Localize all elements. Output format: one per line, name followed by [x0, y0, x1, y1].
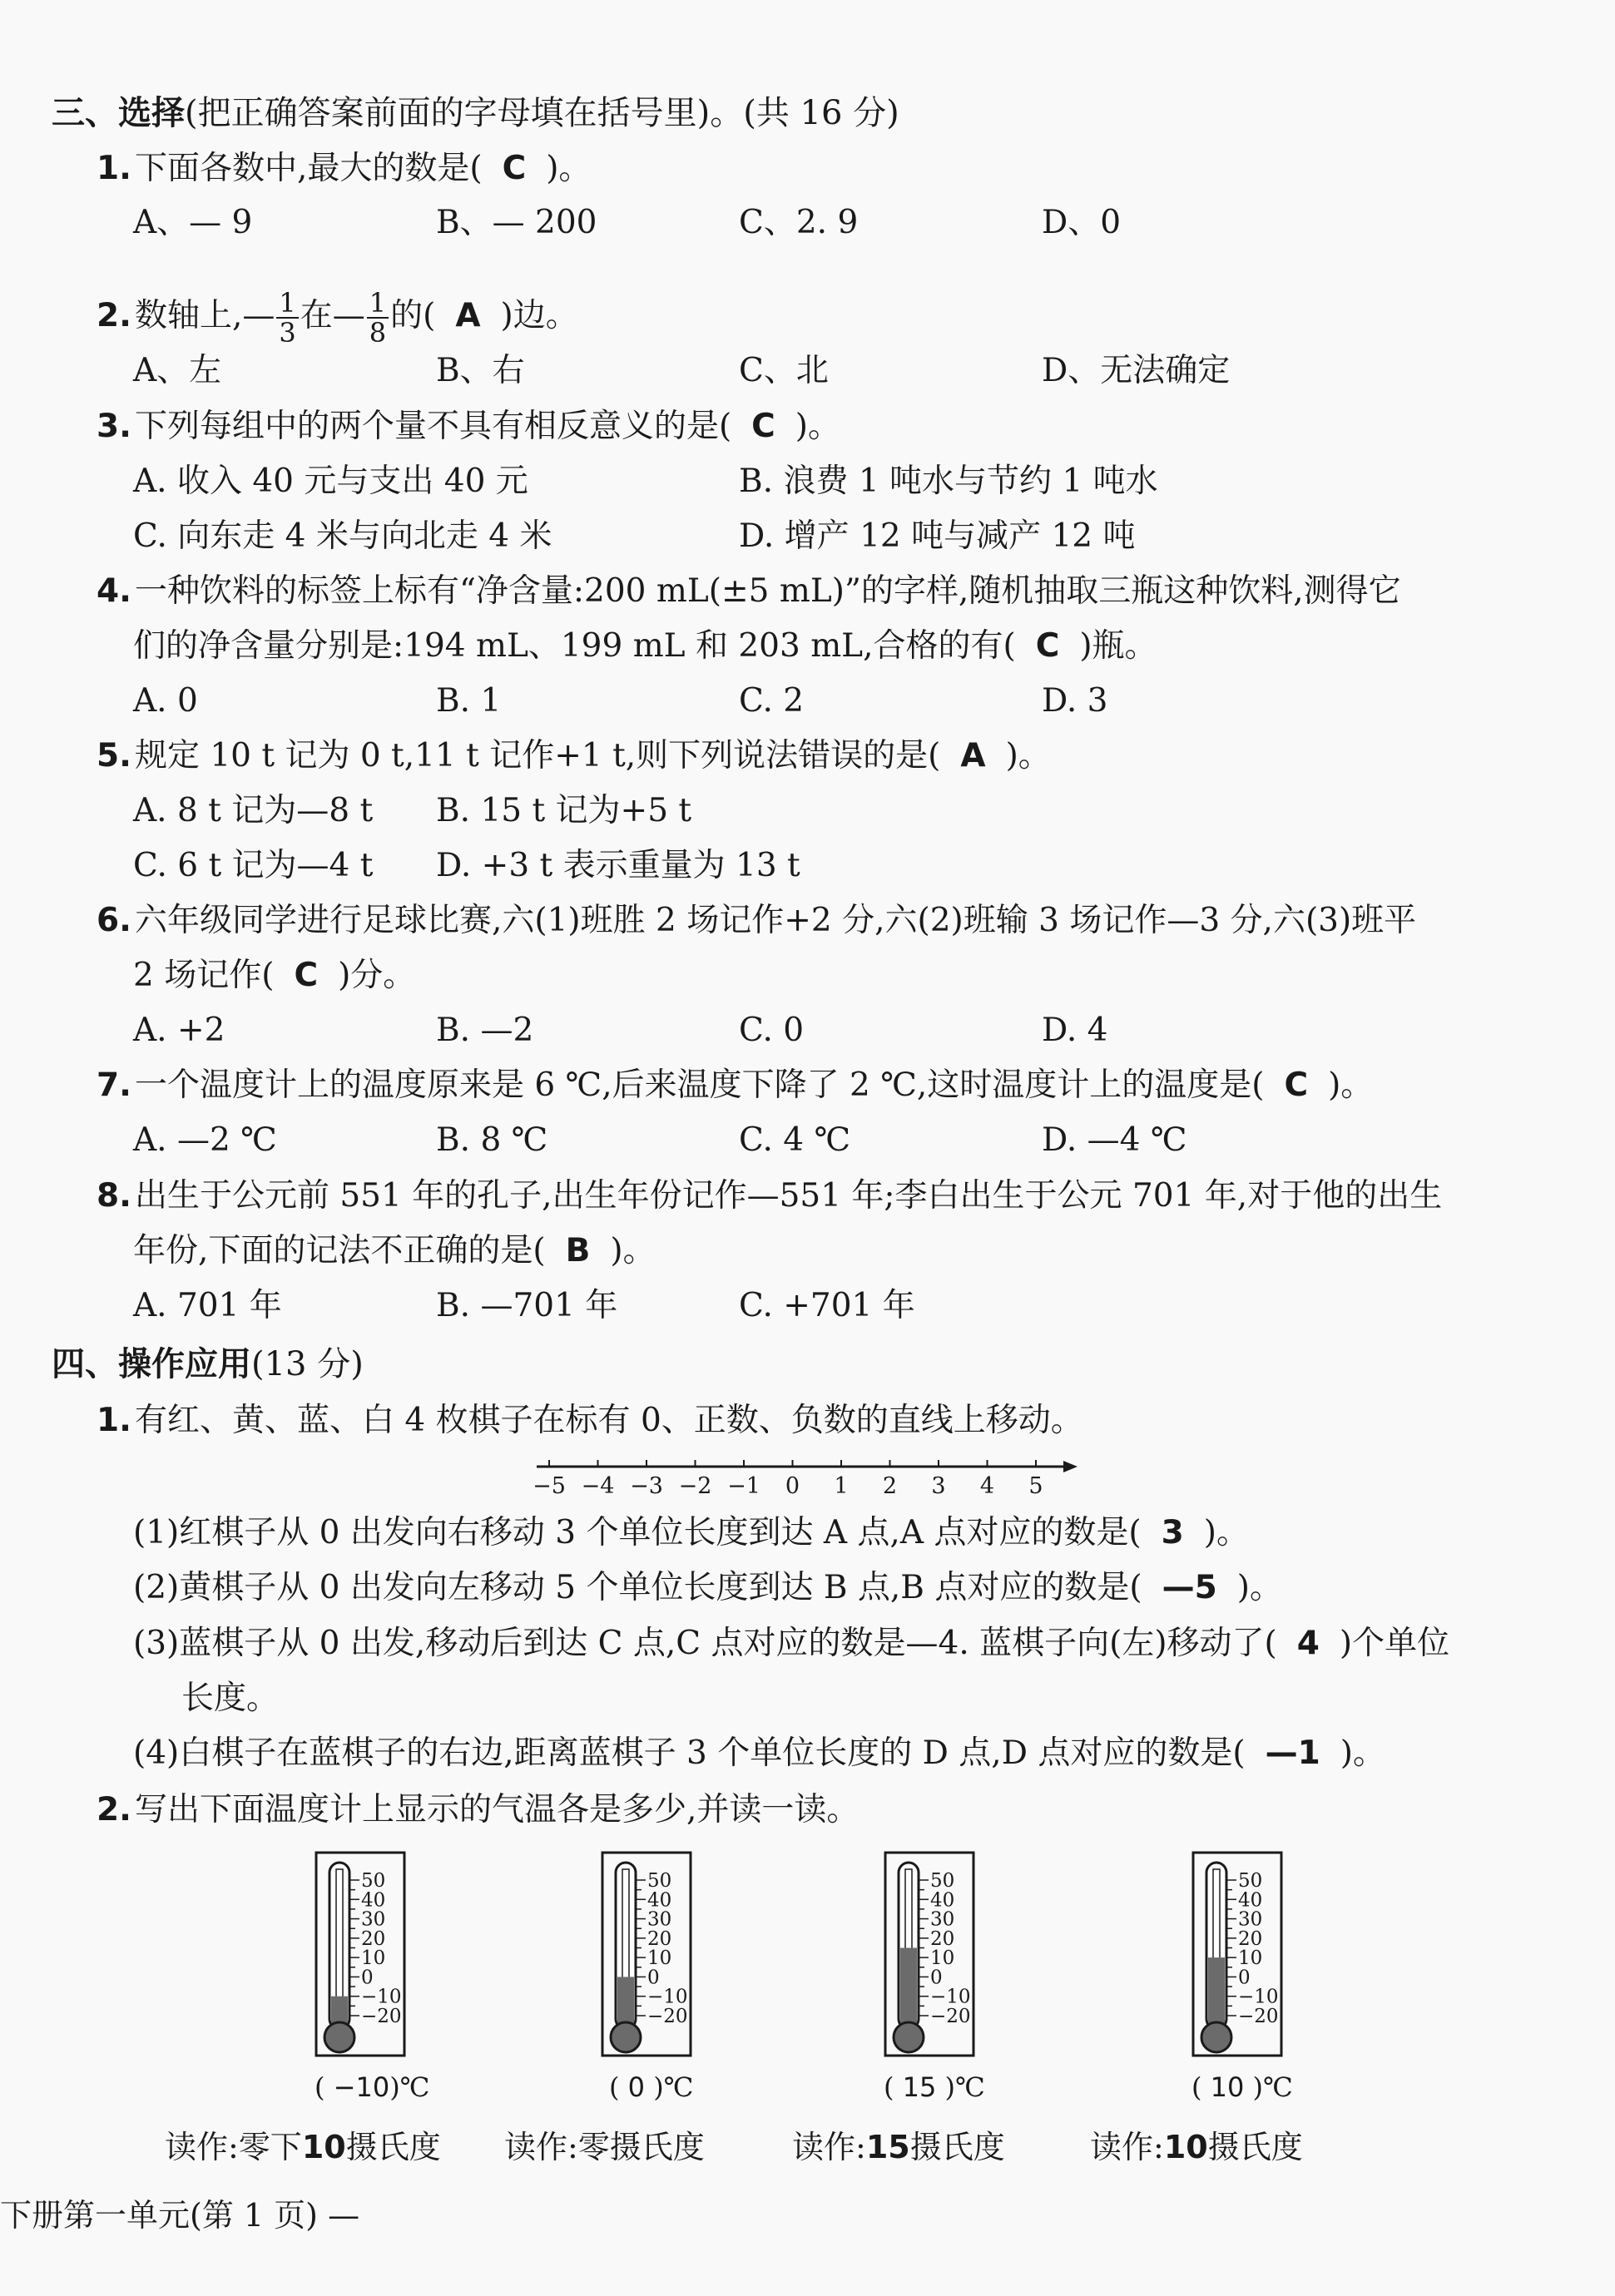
thermometer-scale-label: 20 [1238, 1927, 1263, 1950]
reading-post: 摄氏度 [1207, 2129, 1303, 2165]
op-sub-4-answer: —1 [1265, 1734, 1320, 1772]
op-sub-1-text: (1)红棋子从 0 出发向右移动 3 个单位长度到达 A 点,A 点对应的数是( [133, 1514, 1142, 1551]
thermometer-scale-label: 30 [647, 1908, 672, 1931]
thermometer-scale-label: 0 [647, 1967, 660, 1989]
number-line-label: 2 [882, 1473, 898, 1499]
question-2-post: 的( [390, 297, 436, 334]
unit: )℃ [389, 2071, 430, 2103]
q2-option-a: A、左 [133, 352, 222, 389]
question-7-tail: )。 [1328, 1066, 1374, 1104]
unit: )℃ [1252, 2071, 1293, 2103]
thermometer-scale-label: −20 [1238, 2006, 1279, 2027]
fraction-1-denominator: 3 [279, 317, 296, 349]
q5-option-b: B. 15 t 记为+5 t [436, 792, 692, 829]
q3-option-a: A. 收入 40 元与支出 40 元 [133, 463, 528, 500]
thermometer-scale-label: 40 [647, 1889, 672, 1912]
reading-post: 摄氏度 [345, 2129, 441, 2165]
thermometer-2-answer [609, 2071, 693, 2103]
question-3-tail: )。 [795, 408, 841, 445]
op-sub-1-tail: )。 [1203, 1514, 1249, 1551]
q3-option-b: B. 浪费 1 吨水与节约 1 吨水 [739, 463, 1158, 500]
op-sub-2 [133, 1565, 1282, 1611]
q6-option-d: D. 4 [1042, 1012, 1108, 1049]
q6-option-b: B. —2 [436, 1012, 534, 1049]
thermometer-3-reading [792, 2121, 1005, 2167]
reading-value: 10 [301, 2129, 346, 2165]
number-line-label: 3 [931, 1473, 946, 1499]
thermometer-scale-label: 20 [647, 1927, 672, 1950]
q4-option-b: B. 1 [436, 682, 502, 720]
q1-option-d: D、0 [1042, 204, 1122, 241]
op-question-2 [97, 1787, 859, 1833]
op-sub-4-tail: )。 [1340, 1734, 1385, 1772]
op-sub-4 [133, 1730, 1385, 1777]
number-line-label: −1 [727, 1473, 760, 1499]
question-4-line-2 [133, 623, 1157, 670]
q2-option-d: D、无法确定 [1042, 352, 1231, 389]
q5-option-a: A. 8 t 记为—8 t [133, 792, 374, 829]
fraction-1-numerator: 1 [276, 289, 298, 319]
unit: )℃ [944, 2071, 985, 2103]
question-8-text-2: 年份,下面的记法不正确的是( [133, 1232, 546, 1269]
number-line-label: −4 [581, 1473, 615, 1499]
op-question-1 [97, 1398, 1083, 1444]
op-sub-3-tail: )个单位 [1339, 1625, 1450, 1662]
fraction-2-denominator: 8 [369, 317, 387, 349]
section-4-title-rest: (13 分) [251, 1345, 364, 1383]
q1-option-c: C、2. 9 [739, 204, 859, 241]
thermometer-scale-label: 50 [930, 1870, 955, 1892]
question-7-answer: C [1284, 1066, 1309, 1104]
op-sub-3-answer: 4 [1296, 1625, 1320, 1662]
reading-post: 摄氏度 [909, 2129, 1005, 2165]
paren-open: ( [884, 2071, 894, 2103]
q5-option-c: C. 6 t 记为—4 t [133, 847, 374, 884]
question-2-tail: )边。 [500, 297, 578, 334]
q4-option-c: C. 2 [739, 682, 805, 720]
thermometer-scale-label: 30 [1238, 1908, 1263, 1931]
thermometer-2-value: 0 [627, 2071, 646, 2103]
q3-option-c: C. 向东走 4 米与向北走 4 米 [133, 517, 552, 555]
thermometer-scale-label: 50 [647, 1870, 672, 1892]
number-line-label: 4 [979, 1473, 995, 1499]
question-6-text-1: 六年级同学进行足球比赛,六(1)班胜 2 场记作+2 分,六(2)班输 3 场记作—3 分,六(3)班平 [134, 902, 1417, 939]
paren-open: ( [609, 2071, 620, 2103]
op-sub-3-text: (3)蓝棋子从 0 出发,移动后到达 C 点,C 点对应的数是—4. 蓝棋子向(左)移动了( [133, 1625, 1277, 1662]
question-8-tail: )。 [610, 1232, 656, 1269]
q2-option-b: B、右 [436, 352, 525, 389]
thermometer-scale-label: 20 [930, 1927, 955, 1950]
question-4-text-1: 一种饮料的标签上标有“净含量:200 mL(±5 mL)”的字样,随机抽取三瓶这种饮料,测得它 [134, 572, 1401, 610]
question-5-tail: )。 [1005, 737, 1051, 774]
fraction-2-numerator: 1 [367, 289, 389, 319]
op-sub-2-answer: —5 [1162, 1569, 1217, 1606]
fraction-one-eighth [367, 289, 389, 347]
q4-option-d: D. 3 [1042, 682, 1108, 720]
op-question-1-text: 有红、黄、蓝、白 4 枚棋子在标有 0、正数、负数的直线上移动。 [134, 1402, 1083, 1439]
question-6-tail: )分。 [338, 957, 416, 994]
question-1-tail: )。 [546, 150, 592, 187]
question-6-line-1 [97, 898, 1416, 944]
question-3-text: 下列每组中的两个量不具有相反意义的是( [134, 408, 732, 445]
question-7-text: 一个温度计上的温度原来是 6 ℃,后来温度下降了 2 ℃,这时温度计上的温度是( [134, 1066, 1265, 1104]
number-line-label: −3 [630, 1473, 663, 1499]
op-question-1-number: 1. [97, 1402, 131, 1439]
reading-value: 15 [865, 2129, 910, 2165]
thermometer-bulb [324, 2022, 354, 2052]
question-4-answer: C [1035, 627, 1060, 665]
thermometer-scale-label: −10 [930, 1986, 971, 2008]
number-line-label: −2 [678, 1473, 712, 1499]
question-7 [97, 1062, 1373, 1109]
question-5 [97, 733, 1051, 779]
q8-option-a: A. 701 年 [133, 1287, 282, 1324]
op-sub-4-text: (4)白棋子在蓝棋子的右边,距离蓝棋子 3 个单位长度的 D 点,D 点对应的数是( [133, 1734, 1246, 1772]
question-5-text: 规定 10 t 记为 0 t,11 t 记作+1 t,则下列说法错误的是( [134, 737, 941, 774]
thermometer-bulb [894, 2022, 924, 2052]
reading-pre: 读作:零下 [165, 2129, 302, 2165]
question-3 [97, 403, 840, 450]
thermometer-scale-label: 40 [1238, 1889, 1263, 1912]
question-6-answer: C [294, 957, 319, 994]
thermometer-scale-label: −10 [361, 1986, 402, 2008]
op-sub-2-text: (2)黄棋子从 0 出发向左移动 5 个单位长度到达 B 点,B 点对应的数是( [133, 1569, 1142, 1606]
question-5-answer: A [960, 737, 986, 774]
thermometer-1-reading [165, 2121, 441, 2167]
op-sub-2-tail: )。 [1236, 1569, 1282, 1606]
page-footer: 下册第一单元(第 1 页) — [0, 2197, 360, 2234]
question-4-tail: )瓶。 [1079, 627, 1157, 665]
thermometer-scale-label: 10 [361, 1947, 386, 1970]
thermometer-1-answer [315, 2071, 429, 2103]
thermometer-4 [1191, 1851, 1283, 2067]
question-7-number: 7. [97, 1066, 131, 1104]
thermometer-scale-label: 0 [930, 1967, 943, 1989]
reading-value: 10 [1163, 2129, 1208, 2165]
question-1 [97, 146, 591, 192]
q7-option-a: A. —2 ℃ [133, 1121, 277, 1159]
thermometer-3 [884, 1851, 975, 2067]
q1-option-a: A、— 9 [133, 204, 253, 241]
op-question-2-text: 写出下面温度计上显示的气温各是多少,并读一读。 [134, 1791, 860, 1828]
q3-option-d: D. 增产 12 吨与减产 12 吨 [739, 517, 1136, 555]
thermometer-scale-label: 50 [1238, 1870, 1263, 1892]
question-2-mid: 在— [300, 297, 365, 334]
question-8-line-1 [97, 1173, 1442, 1220]
q5-option-d: D. +3 t 表示重量为 13 t [436, 847, 800, 884]
number-line-label: 5 [1028, 1473, 1043, 1499]
thermometer-scale-label: 30 [930, 1908, 955, 1931]
question-5-number: 5. [97, 737, 131, 774]
thermometer-4-reading [1090, 2121, 1303, 2167]
question-2 [97, 279, 578, 354]
thermometer-3-answer [884, 2071, 985, 2103]
thermometer-scale-label: 10 [930, 1947, 955, 1970]
number-line-label: 0 [785, 1473, 800, 1499]
question-1-number: 1. [97, 150, 131, 187]
thermometer-scale-label: 10 [1238, 1947, 1263, 1970]
thermometer-scale-label: −10 [1238, 1986, 1279, 2008]
question-6-text-2: 2 场记作( [133, 957, 275, 994]
q7-option-b: B. 8 ℃ [436, 1121, 548, 1159]
reading-pre: 读作:零摄氏度 [504, 2129, 705, 2165]
op-sub-1 [133, 1510, 1249, 1556]
q4-option-a: A. 0 [133, 682, 198, 720]
q7-option-d: D. —4 ℃ [1042, 1121, 1187, 1159]
number-line-arrow [1063, 1461, 1077, 1472]
question-1-answer: C [502, 150, 527, 187]
thermometer-scale-label: −20 [361, 2006, 402, 2027]
question-2-pre: 数轴上,— [134, 297, 275, 334]
thermometer-2 [601, 1851, 692, 2067]
section-4-title-bold: 四、操作应用 [52, 1345, 251, 1383]
section-3-title-rest: (把正确答案前面的字母填在括号里)。(共 16 分) [185, 94, 899, 132]
op-question-2-number: 2. [97, 1791, 131, 1828]
number-line-label: 1 [834, 1473, 849, 1499]
thermometer-scale-label: 10 [647, 1947, 672, 1970]
thermometer-scale-label: 0 [361, 1967, 374, 1989]
paren-open: ( [315, 2071, 325, 2103]
thermometer-scale-label: −10 [647, 1986, 688, 2008]
thermometer-4-value: 10 [1210, 2071, 1245, 2103]
thermometer-scale-label: 20 [361, 1927, 386, 1950]
q1-option-b: B、— 200 [436, 204, 597, 241]
q8-option-b: B. —701 年 [436, 1287, 618, 1324]
thermometer-scale-label: 40 [930, 1889, 955, 1912]
question-8-answer: B [565, 1232, 591, 1269]
thermometer-scale-label: −20 [647, 2006, 688, 2027]
q8-option-c: C. +701 年 [739, 1287, 915, 1324]
thermometer-1-value: −10 [333, 2071, 390, 2103]
number-line-label: −5 [533, 1473, 566, 1499]
question-3-answer: C [751, 408, 775, 445]
reading-pre: 读作: [1090, 2129, 1164, 2165]
thermometer-scale-label: 40 [361, 1889, 386, 1912]
question-6-line-2 [133, 953, 415, 999]
question-2-number: 2. [97, 297, 131, 334]
thermometer-bulb [1201, 2022, 1231, 2052]
unit: )℃ [653, 2071, 694, 2103]
question-1-text: 下面各数中,最大的数是( [134, 150, 483, 187]
thermometer-2-reading [504, 2121, 705, 2167]
question-4-number: 4. [97, 572, 131, 610]
number-line [524, 1452, 1082, 1502]
op-sub-3 [133, 1621, 1449, 1667]
q6-option-c: C. 0 [739, 1012, 805, 1049]
fraction-one-third [276, 289, 298, 347]
q7-option-c: C. 4 ℃ [739, 1121, 851, 1159]
question-3-number: 3. [97, 408, 131, 445]
question-2-answer: A [455, 297, 481, 334]
q2-option-c: C、北 [739, 352, 829, 389]
paren-open: ( [1191, 2071, 1202, 2103]
q6-option-a: A. +2 [133, 1012, 225, 1049]
thermometer-scale-label: 30 [361, 1908, 386, 1931]
question-8-number: 8. [97, 1177, 131, 1215]
question-8-line-2 [133, 1228, 656, 1274]
reading-pre: 读作: [792, 2129, 866, 2165]
section-3-title-bold: 三、选择 [52, 94, 185, 132]
section-3-title [52, 90, 899, 136]
thermometer-scale-label: 0 [1238, 1967, 1251, 1989]
thermometer-scale-label: −20 [930, 2006, 971, 2027]
section-4-title [52, 1341, 364, 1388]
thermometer-4-answer [1191, 2071, 1293, 2103]
number-line-labels [533, 1473, 1043, 1499]
question-6-number: 6. [97, 902, 131, 939]
thermometer-3-value: 15 [902, 2071, 937, 2103]
op-sub-3-line-2: 长度。 [181, 1680, 280, 1717]
thermometer-scale-label: 50 [361, 1870, 386, 1892]
question-8-text-1: 出生于公元前 551 年的孔子,出生年份记作—551 年;李白出生于公元 701 年,对于他的出生 [134, 1177, 1443, 1215]
question-4-text-2: 们的净含量分别是:194 mL、199 mL 和 203 mL,合格的有( [133, 627, 1016, 665]
thermometer-1 [315, 1851, 406, 2067]
op-sub-1-answer: 3 [1161, 1514, 1184, 1551]
thermometer-bulb [611, 2022, 641, 2052]
question-4-line-1 [97, 568, 1401, 615]
